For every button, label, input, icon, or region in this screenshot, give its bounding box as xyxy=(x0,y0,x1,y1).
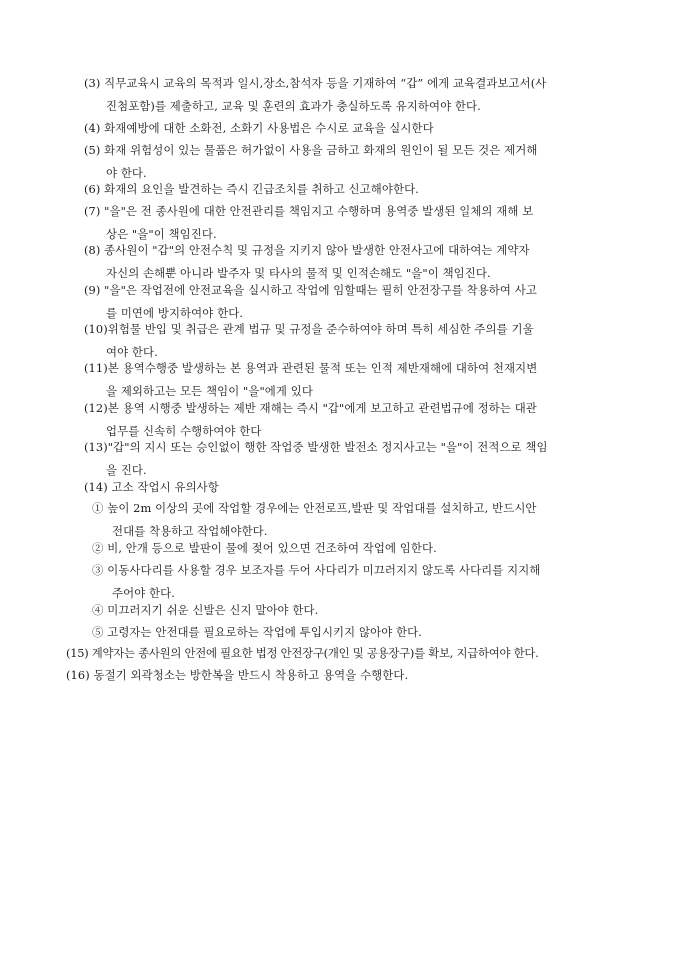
clause-line: 상은 "을"이 책임진다. xyxy=(106,227,217,241)
clause-line: (5) 화재 위험성이 있는 물품은 허가없이 사용을 금하고 화재의 원인이 될 모든 것은 제거해 xyxy=(84,143,538,157)
clause-line: (4) 화재예방에 대한 소화전, 소화기 사용법은 수시로 교육을 실시한다 xyxy=(84,121,434,135)
clause-line: (8) 종사원이 "갑"의 안전수칙 및 규정을 지키지 않아 발생한 안전사고에 대하여는 계약자 xyxy=(84,243,530,257)
clause-line: ③ 이동사다리를 사용할 경우 보조자를 두어 사다리가 미끄러지지 않도록 사다리를 지지해 xyxy=(92,563,541,577)
clause-line: (3) 직무교육시 교육의 목적과 일시,장소,참석자 등을 기재하여 “갑” 에게 교육결과보고서(사 xyxy=(84,76,547,90)
clause-line: 을 제외하고는 모든 책임이 "을"에게 있다 xyxy=(106,384,313,398)
clause-line: 를 미연에 방지하여야 한다. xyxy=(106,306,244,320)
clause-line: 자신의 손해뿐 아니라 발주자 및 타사의 물적 및 인적손해도 "을"이 책임진다. xyxy=(106,266,491,280)
clause-line: (14) 고소 작업시 유의사항 xyxy=(84,480,219,494)
clause-line: (12)본 용역 시행중 발생하는 제반 재해는 즉시 "갑"에게 보고하고 관련법규에 정하는 대관 xyxy=(84,401,537,415)
clause-line: 업무를 신속히 수행하여야 한다 xyxy=(106,424,262,438)
subclause-2 xyxy=(92,537,437,560)
clause-line: (6) 화재의 요인을 발견하는 즉시 긴급조치를 취하고 신고해야한다. xyxy=(84,182,419,196)
clause-3 xyxy=(84,72,546,118)
clause-15 xyxy=(66,642,538,665)
clause-line: (9) "을"은 작업전에 안전교육을 실시하고 작업에 임할때는 필히 안전장구를 착용하여 사고 xyxy=(84,283,537,297)
clause-line: 을 진다. xyxy=(106,463,147,477)
clause-line: 야 한다. xyxy=(106,166,147,180)
clause-line: 전대를 착용하고 작업해야한다. xyxy=(112,524,268,538)
clause-line: (11)본 용역수행중 발생하는 본 용역과 관련된 물적 또는 인적 제반재해에 대하여 천재지변 xyxy=(84,361,538,375)
clause-6 xyxy=(84,178,419,201)
clause-line: 여야 한다. xyxy=(106,345,158,359)
clause-line: ⑤ 고령자는 안전대를 필요로하는 작업에 투입시키지 않아야 한다. xyxy=(92,625,422,639)
clause-4 xyxy=(84,117,434,140)
clause-line: (7) "을"은 전 종사원에 대한 안전관리를 책임지고 수행하며 용역중 발생된 일체의 재해 보 xyxy=(84,204,534,218)
clause-line: (16) 동절기 외곽청소는 방한복을 반드시 착용하고 용역을 수행한다. xyxy=(66,668,409,682)
clause-14-heading xyxy=(84,476,219,499)
clause-line: (10)위험물 반입 및 취급은 관계 법규 및 규정을 준수하여야 하며 특히 세심한 주의를 기울 xyxy=(84,322,534,336)
clause-line: 진첨포함)를 제출하고, 교육 및 훈련의 효과가 충실하도록 유지하여야 한다. xyxy=(106,99,481,113)
clause-line: (15) 계약자는 종사원의 안전에 필요한 법정 안전장구(개인 및 공용장구)를 확보, 지급하여야 한다. xyxy=(66,646,539,660)
clause-line: ② 비, 안개 등으로 발판이 물에 젖어 있으면 건조하여 작업에 임한다. xyxy=(92,541,437,555)
clause-16 xyxy=(66,664,408,687)
clause-line: ④ 미끄러지기 쉬운 신발은 신지 말아야 한다. xyxy=(92,603,319,617)
clause-line: ① 높이 2m 이상의 곳에 작업할 경우에는 안전로프,발판 및 작업대를 설치하고, 반드시안 xyxy=(92,501,537,515)
clause-line: (13)"갑"의 지시 또는 승인없이 행한 작업중 발생한 발전소 정지사고는 "을"이 전적으로 책임 xyxy=(84,440,548,454)
clause-line: 주어야 한다. xyxy=(112,586,175,600)
subclause-4 xyxy=(92,599,318,622)
subclause-5 xyxy=(92,621,422,644)
